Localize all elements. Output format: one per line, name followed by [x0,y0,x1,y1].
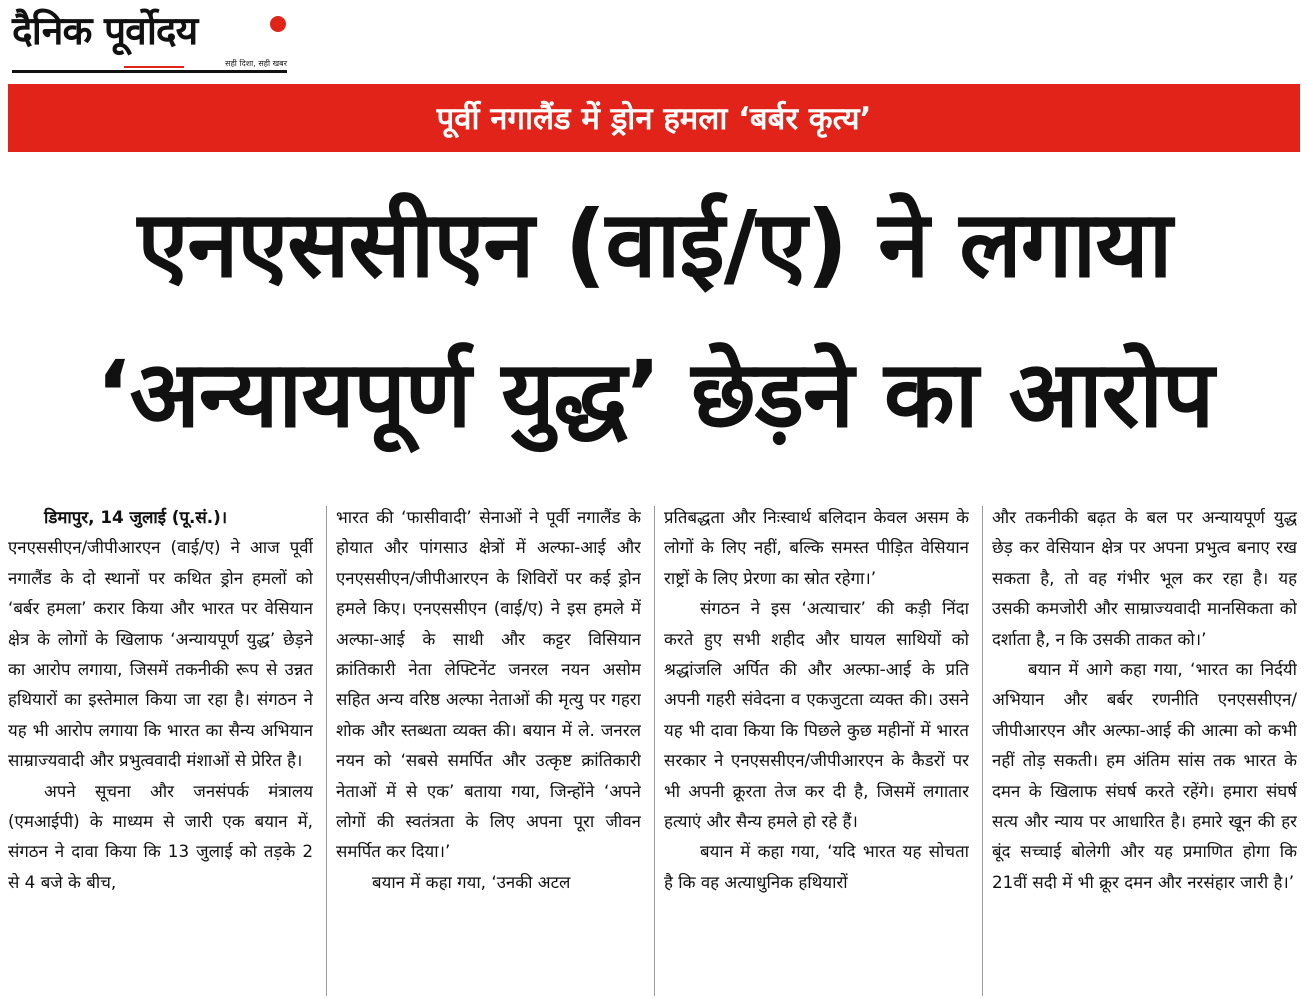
paragraph: बयान में कहा गया, ‘उनकी अटल [372,871,571,892]
article-column-4 [992,502,1297,999]
logo-accent-rule [124,66,184,68]
paragraph: भारत की ‘फासीवादी’ सेनाओं ने पूर्वी नगालैंड के होयात और पांगसाउ क्षेत्रों में अल्फा-आई और एनएससीएन/जीपीआरएन के शिविरों पर कई ड्रोन हमले किए। एनएससीएन (वाई/ए) ने इस हमले में अल्फा-आई के साथी और कट्टर विसियान क्रांतिकारी नेता लेफ्टिनेंट जनरल नयन असोम सहित अन्य वरिष्ठ अल्फा नेताओं की मृत्यु पर गहरा शोक और स्तब्धता व्यक्त की। बयान में ले. जनरल नयन को ‘सबसे समर्पित और उत्कृष्ट क्रांतिकारी नेताओं में से एक’ बताया गया, जिन्होंने ‘अपने लोगों की स्वतंत्रता के लिए अपना पूरा जीवन समर्पित कर दिया।’ [336,507,641,862]
article-column-2 [336,502,641,999]
column-divider [326,506,327,996]
newspaper-logo: दैनिक पूर्वोदय [12,9,198,54]
masthead [12,6,287,72]
article-body [8,502,1302,999]
logo-red-dot-icon [270,16,286,32]
article-column-1 [8,502,313,999]
headline-line-1: एनएससीएन (वाई/ए) ने लगाया [137,191,1172,298]
kicker-text: पूर्वी नगालैंड में ड्रोन हमला ‘बर्बर कृत्य’ [436,101,872,137]
paragraph: एनएससीएन/जीपीआरएन (वाई/ए) ने आज पूर्वी नगालैंड के दो स्थानों पर कथित ड्रोन हमलों को ‘बर्बर हमला’ करार किया और भारत पर वेसियान क्षेत्र के लोगों के खिलाफ ‘अन्यायपूर्ण युद्ध’ छेड़ने का आरोप लगाया, जिसमें तकनीकी रूप से उन्नत हथियारों का इस्तेमाल किया जा रहा है। संगठन ने यह भी आरोप लगाया कि भारत का सैन्य अभियान साम्राज्यवादी और प्रभुत्ववादी मंशाओं से प्रेरित है। [8,537,313,771]
column-divider [982,506,983,996]
masthead-rule [12,70,287,73]
column-divider [654,506,655,996]
logo-tagline: सही दिशा, सही खबर [225,59,287,68]
dateline: डिमापुर, 14 जुलाई (पू.सं.)। [44,507,228,527]
article-column-3 [664,502,969,999]
paragraph: और तकनीकी बढ़त के बल पर अन्यायपूर्ण युद्ध छेड़ कर वेसियान क्षेत्र पर अपना प्रभुत्व बनाए रख सकता है, तो वह गंभीर भूल कर रहा है। यह उसकी कमजोरी और साम्राज्यवादी मानसिकता को दर्शाता है, न कि उसकी ताकत को।’ [992,507,1297,649]
paragraph: बयान में कहा गया, ‘यदि भारत यह सोचता है कि वह अत्याधुनिक हथियारों [664,841,969,892]
paragraph: संगठन ने इस ‘अत्याचार’ की कड़ी निंदा करते हुए सभी शहीद और घायल साथियों को श्रद्धांजलि अर्पित की और अल्फा-आई के प्रति अपनी गहरी संवेदना व एकजुटता व्यक्त की। उसने यह भी दावा किया कि पिछले कुछ महीनों में भारत सरकार ने एनएससीएन/जीपीआरएन के कैडरों पर भी अपनी क्रूरता तेज कर दी है, जिसमें लगातार हत्याएं और सैन्य हमले हो रहे हैं। [664,598,969,832]
paragraph: प्रतिबद्धता और निःस्वार्थ बलिदान केवल असम के लोगों के लिए नहीं, बल्कि समस्त पीड़ित वेसियान राष्ट्रों के लिए प्रेरणा का स्रोत रहेगा।’ [664,507,969,588]
paragraph: बयान में आगे कहा गया, ‘भारत का निर्दयी अभियान और बर्बर रणनीति एनएससीएन/जीपीआरएन और अल्फा-आई की आत्मा को कभी नहीं तोड़ सकती। हम अंतिम सांस तक भारत के दमन के खिलाफ संघर्ष करते रहेंगे। हमारा संघर्ष सत्य और न्याय पर आधारित है। हमारे खून की हर बूंद सच्चाई बोलेगी और यह प्रमाणित होगा कि 21वीं सदी में भी क्रूर दमन और नरसंहार जारी है।’ [992,659,1297,892]
paragraph: अपने सूचना और जनसंपर्क मंत्रालय (एमआईपी) के माध्यम से जारी एक बयान में, संगठन ने दावा किया कि 13 जुलाई को तड़के 2 से 4 बजे के बीच, [8,780,313,892]
headline-line-2: ‘अन्यायपूर्ण युद्ध’ छेड़ने का आरोप [95,341,1214,448]
kicker-banner [8,84,1300,152]
